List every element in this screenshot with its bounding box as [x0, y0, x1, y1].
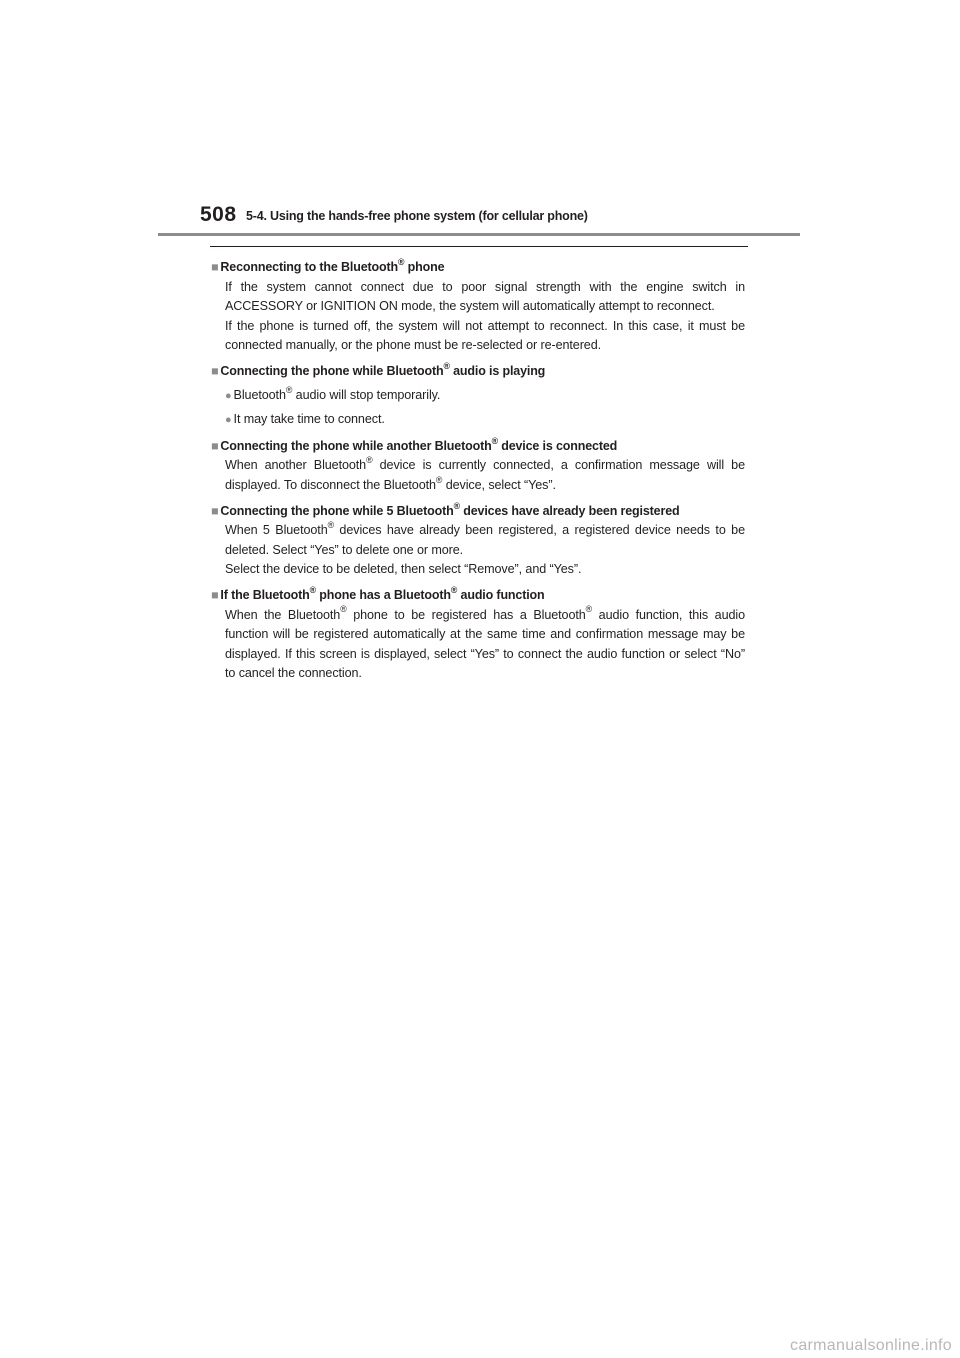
section-heading: ■ Reconnecting to the Bluetooth® phone — [211, 256, 445, 274]
list-item: ● Bluetooth® audio will stop temporarily. — [225, 384, 441, 402]
circle-bullet-icon: ● — [225, 414, 232, 427]
list-item: ● It may take time to connect. — [225, 412, 385, 427]
section-audio-playing — [211, 362, 745, 431]
body-paragraph: When 5 Bluetooth® devices have already been registered, a registered device needs to be deleted. Select “Yes” to delete one or more. — [225, 520, 745, 557]
square-bullet-icon: ■ — [211, 438, 219, 453]
body-paragraph: When the Bluetooth® phone to be registered has a Bluetooth® audio function, this audio function will be registered automatically at the same time and confirmation message may be displayed. If this screen is displayed, select “Yes” to connect the audio function or select “No” to cancel the connection. — [225, 604, 745, 681]
section-heading: ■ If the Bluetooth® phone has a Bluetooth® audio function — [211, 584, 545, 602]
square-bullet-icon: ■ — [211, 587, 219, 602]
page-number: 508 — [200, 203, 237, 226]
body-paragraph: If the phone is turned off, the system will not attempt to reconnect. In this case, it must be connected manually, or the phone must be re-selected or re-entered. — [225, 318, 745, 353]
section-audio-function — [211, 586, 745, 684]
section-title: 5-4. Using the hands-free phone system (for cellular phone) — [246, 209, 588, 223]
square-bullet-icon: ■ — [211, 260, 219, 274]
circle-bullet-icon: ● — [225, 389, 232, 402]
body-paragraph: When another Bluetooth® device is currently connected, a confirmation message will be displayed. To disconnect the Bluetooth® device, select “Yes”. — [225, 455, 745, 492]
body-paragraph: Select the device to be deleted, then select “Remove”, and “Yes”. — [225, 562, 582, 577]
section-heading: ■ Connecting the phone while another Bluetooth® device is connected — [211, 435, 618, 453]
header-rule — [158, 233, 800, 236]
square-bullet-icon: ■ — [211, 503, 219, 518]
page-content — [211, 258, 745, 690]
square-bullet-icon: ■ — [211, 363, 219, 378]
section-heading: ■ Connecting the phone while 5 Bluetooth® devices have already been registered — [211, 500, 680, 518]
content-rule — [210, 246, 748, 247]
section-heading: ■ Connecting the phone while Bluetooth® audio is playing — [211, 360, 546, 378]
page-header — [200, 203, 800, 233]
section-five-devices — [211, 502, 745, 580]
section-another-device — [211, 437, 745, 496]
body-paragraph: If the system cannot connect due to poor signal strength with the engine switch in ACCESSORY or IGNITION ON mode, the system will automatically attempt to reconnect. — [225, 279, 745, 314]
section-reconnecting — [211, 258, 745, 356]
watermark: carmanualsonline.info — [790, 1337, 952, 1354]
